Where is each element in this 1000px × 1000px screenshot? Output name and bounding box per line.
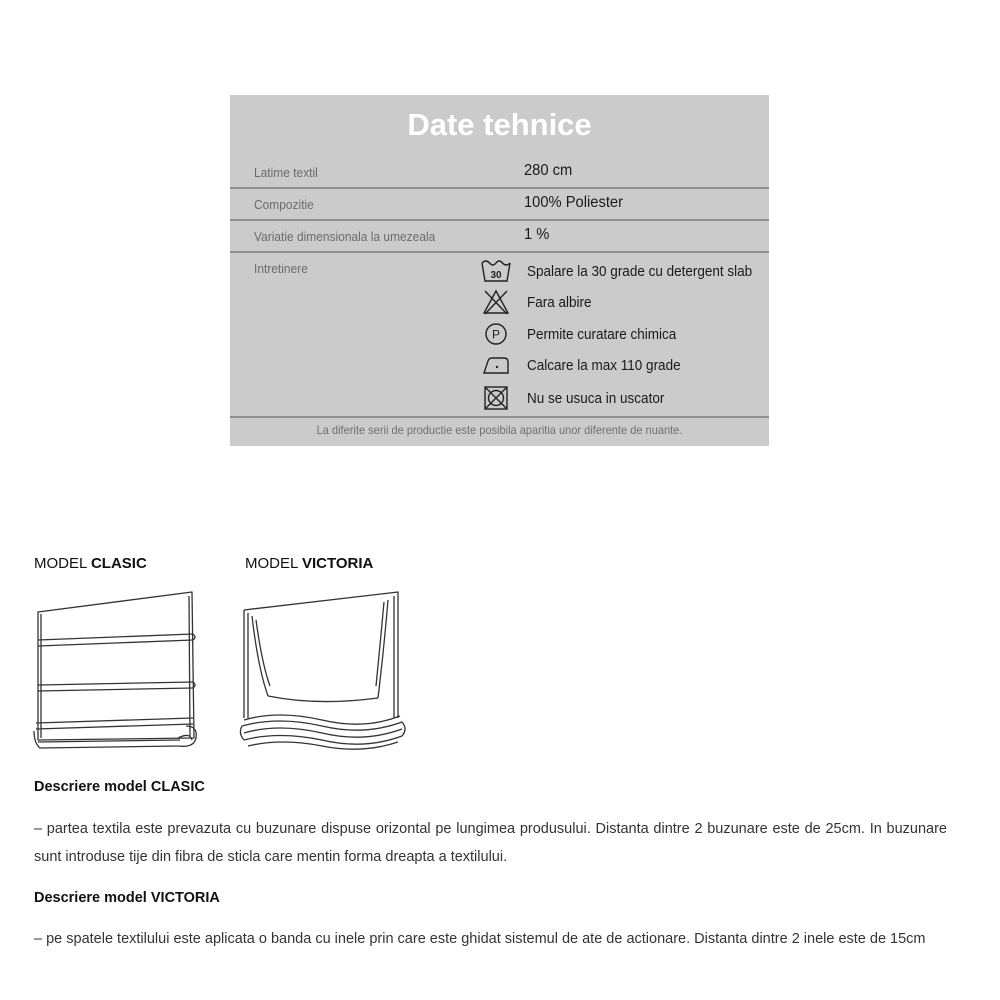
care-item-text: Spalare la 30 grade cu detergent slab [527,263,753,280]
care-item-bleach [480,288,770,316]
dry-clean-p-icon [480,320,512,348]
no-bleach-icon [480,288,512,316]
technical-data-card [230,95,769,446]
care-item-wash [480,257,770,285]
model-victoria-title [245,555,373,572]
clasic-shade-illustration [30,588,205,763]
tech-row-width [230,157,769,189]
model-name: VICTORIA [301,555,374,572]
description-victoria-text: – pe spatele textilului este aplicata o banda cu inele prin care este ghidat sistemul de ate de actionare. Distanta dintre 2 inele este de 15cm [34,931,926,947]
care-item-tumble [480,384,770,412]
care-section [230,253,769,418]
model-clasic-title [34,555,147,572]
victoria-shade-illustration [238,588,418,768]
tech-row-label: Latime textil [254,165,318,180]
model-prefix: MODEL [34,555,91,572]
description-clasic-text: – partea textila este prevazuta cu buzunare dispuse orizontal pe lungimea produsului. Distanta dintre 2 buzunare este de 25cm. In buzunare sunt introduse tije din fibra de sticla care mentin forma dreapta a textilului. [34,821,947,865]
care-item-iron [480,351,770,379]
care-label: Intretinere [254,261,308,276]
tech-row-composition [230,189,769,221]
svg-text:30: 30 [490,270,502,281]
care-item-text: Nu se usuca in uscator [527,390,665,407]
care-item-text: Permite curatare chimica [527,326,677,343]
tech-row-label: Variatie dimensionala la umezeala [254,229,436,244]
no-tumble-dry-icon [480,384,512,412]
model-name: CLASIC [90,555,147,572]
tech-row-value: 100% Poliester [524,194,624,211]
tech-row-value: 280 cm [524,162,573,179]
description-victoria-heading: Descriere model VICTORIA [34,890,220,906]
care-item-text: Fara albire [527,294,592,311]
care-item-text: Calcare la max 110 grade [527,357,681,374]
tech-row-label: Compozitie [254,197,314,212]
tech-title: Date tehnice [407,107,592,142]
svg-text:P: P [491,327,501,342]
tech-row-shrinkage [230,221,769,253]
wash-30-icon [480,257,512,285]
tech-row-value: 1 % [524,226,550,243]
tech-footnote: La diferite serii de productie este posibila aparitia unor diferente de nuante. [316,423,683,437]
care-item-dryclean [480,320,770,348]
description-clasic-heading: Descriere model CLASIC [34,779,205,795]
iron-icon [480,351,512,379]
model-prefix: MODEL [245,555,302,572]
